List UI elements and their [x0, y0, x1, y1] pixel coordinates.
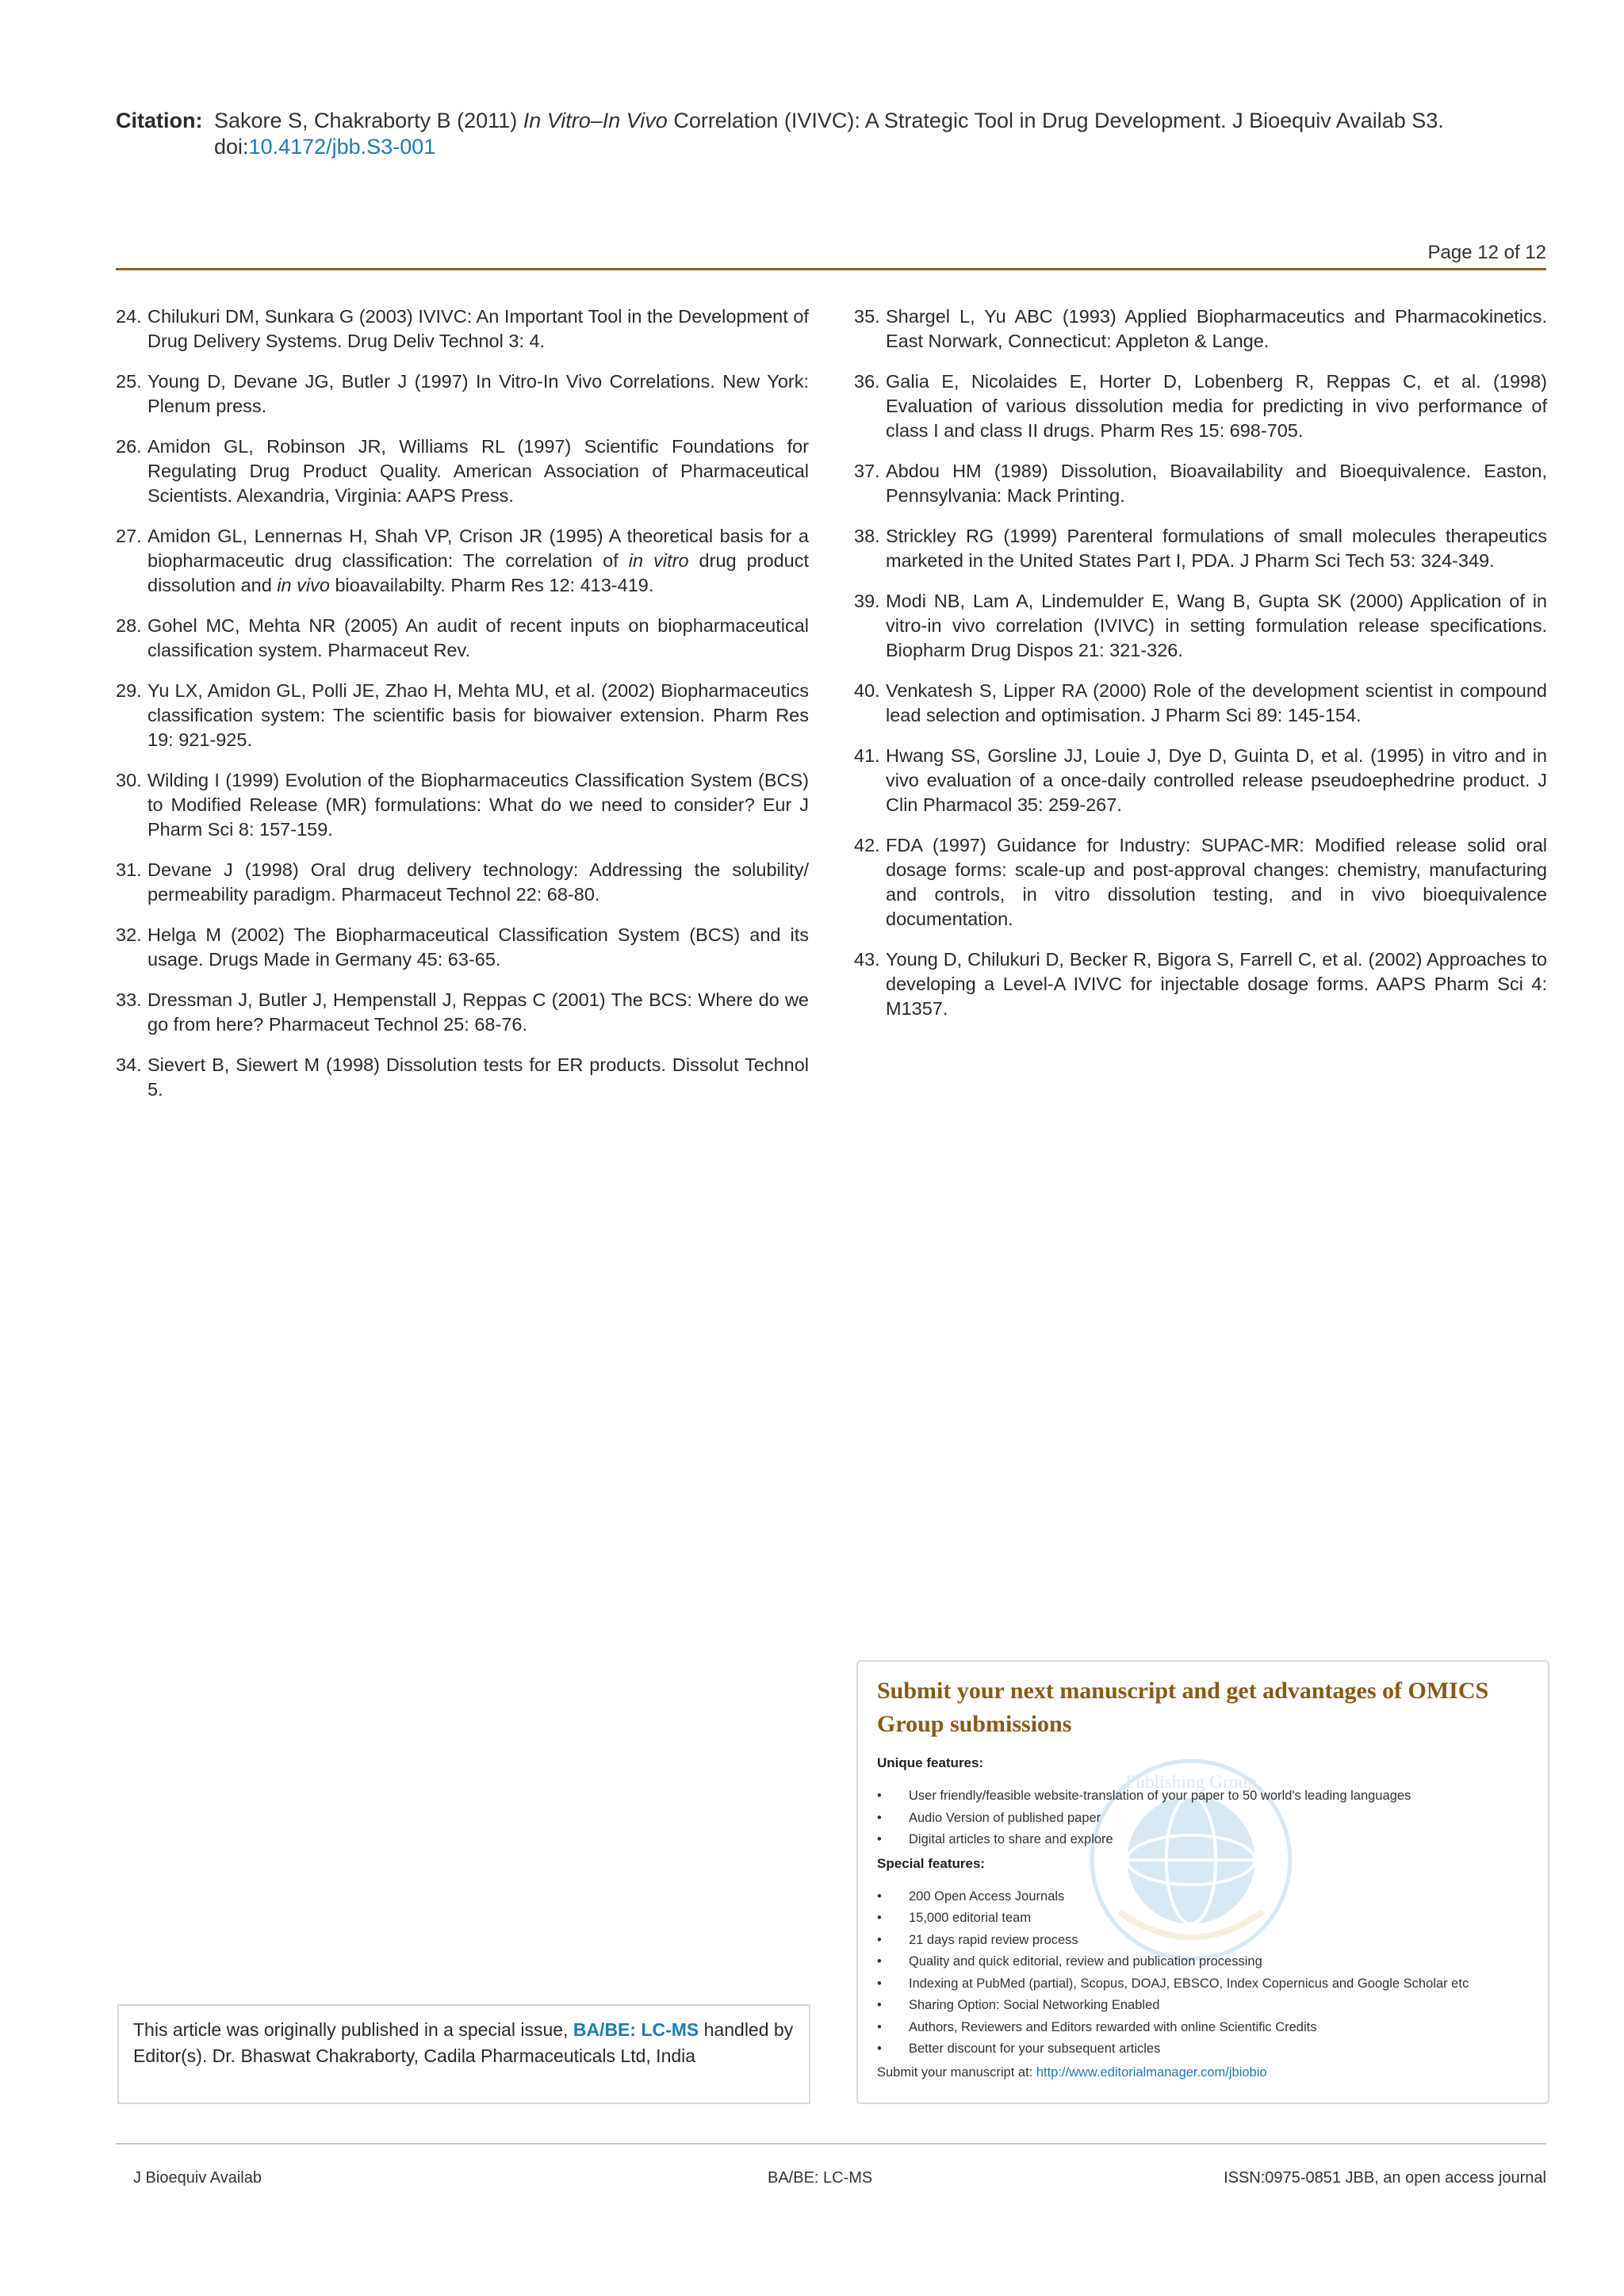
citation-italic: In Vitro–In Vivo [523, 109, 668, 132]
unique-features-list [877, 1785, 1529, 1851]
feature-item: • Indexing at PubMed (partial), Scopus, DOAJ, EBSCO, Index Copernicus and Google Scholar etc [877, 1973, 1529, 1996]
reference-item [116, 524, 809, 598]
reference-item [116, 614, 809, 663]
references-right-column [854, 304, 1547, 1037]
feature-item: • Digital articles to share and explore [877, 1829, 1529, 1851]
page-number: Page 12 of 12 [1427, 242, 1546, 263]
special-issue-link[interactable]: BA/BE: LC-MS [573, 2019, 699, 2040]
reference-text: Shargel L, Yu ABC (1993) Applied Biopharmaceutics and Pharmacokinetics. East Norwark, Connecticut: Appleton & Lange. [886, 306, 1547, 351]
reference-text: Abdou HM (1989) Dissolution, Bioavailability and Bioequivalence. Easton, Pennsylvania: Mack Printing. [886, 461, 1547, 506]
reference-text: Modi NB, Lam A, Lindemulder E, Wang B, Gupta SK (2000) Application of in vitro-in vivo correlation (IVIVC) in setting formulation release specifications. Biopharm Drug Dispos 21: 321-326. [886, 591, 1547, 660]
doi-prefix: doi: [214, 135, 249, 159]
reference-item [116, 369, 809, 419]
reference-text: FDA (1997) Guidance for Industry: SUPAC-MR: Modified release solid oral dosage forms: scale-up and post-approval changes: chemistry, manufacturing and controls, in vitro dissolution testing, and in vivo bioequivalence documentation. [886, 835, 1547, 929]
reference-item [116, 923, 809, 972]
submit-line [877, 2065, 1529, 2080]
reference-text: Devane J (1998) Oral drug delivery technology: Addressing the solubility/ permeability paradigm. Pharmaceut Technol 22: 68-80. [147, 859, 809, 905]
citation-text-before: Sakore S, Chakraborty B (2011) [214, 109, 523, 132]
reference-text: Amidon GL, Lennernas H, Shah VP, Crison JR (1995) A theoretical basis for a biopharmaceutic drug classification: The correlation of in vitro drug product dissolution and in vivo bioavailabilty. Pharm Res 12: 413-419. [147, 526, 809, 595]
reference-number: 28. [116, 615, 142, 636]
feature-item: • 21 days rapid review process [877, 1930, 1529, 1952]
reference-number: 30. [116, 770, 142, 790]
reference-number: 33. [116, 989, 142, 1010]
reference-item [854, 947, 1547, 1021]
doi-link[interactable]: 10.4172/jbb.S3-001 [248, 135, 436, 159]
feature-item: • Authors, Reviewers and Editors rewarded with online Scientific Credits [877, 2017, 1529, 2039]
reference-item [854, 589, 1547, 663]
reference-item [116, 988, 809, 1037]
reference-item [854, 524, 1547, 573]
reference-number: 35. [854, 306, 880, 327]
seal-text: Publishing Group [1125, 1772, 1257, 1793]
feature-item: • Quality and quick editorial, review and publication processing [877, 1951, 1529, 1973]
reference-item [854, 744, 1547, 817]
reference-item [116, 768, 809, 842]
reference-number: 26. [116, 436, 142, 457]
reference-item [854, 459, 1547, 508]
footer-issue: BA/BE: LC-MS [768, 2169, 873, 2187]
promo-title: Submit your next manuscript and get advantages of OMICS Group submissions [877, 1678, 1489, 1737]
reference-item [854, 369, 1547, 443]
reference-number: 31. [116, 859, 142, 880]
reference-text: Amidon GL, Robinson JR, Williams RL (1997) Scientific Foundations for Regulating Drug Product Quality. American Association of Pharmaceutical Scientists. Alexandria, Virginia: AAPS Press. [147, 436, 809, 506]
reference-number: 32. [116, 924, 142, 945]
reference-item [116, 434, 809, 508]
reference-text: Venkatesh S, Lipper RA (2000) Role of the development scientist in compound lead selection and optimisation. J Pharm Sci 89: 145-154. [886, 680, 1547, 725]
header-rule [116, 268, 1546, 270]
special-issue-note [117, 2004, 810, 2104]
special-issue-suffix: handled by Editor(s). Dr. Bhaswat Chakraborty, Cadila Pharmaceuticals Ltd, India [133, 2019, 794, 2066]
reference-number: 34. [116, 1054, 142, 1075]
reference-number: 39. [854, 591, 880, 611]
reference-number: 36. [854, 371, 880, 392]
citation-body [214, 108, 1549, 160]
special-features-heading: Special features: [877, 1855, 986, 1871]
reference-text: Yu LX, Amidon GL, Polli JE, Zhao H, Mehta MU, et al. (2002) Biopharmaceutics classification system: The scientific basis for biowaiver extension. Pharm Res 19: 921-925. [147, 680, 809, 750]
reference-item [854, 833, 1547, 932]
reference-item [854, 304, 1547, 354]
feature-item: • Better discount for your subsequent articles [877, 2038, 1529, 2061]
feature-item: • 15,000 editorial team [877, 1908, 1529, 1930]
unique-features-heading: Unique features: [877, 1755, 984, 1770]
feature-item: • Sharing Option: Social Networking Enabled [877, 1995, 1529, 2017]
submit-prefix: Submit your manuscript at: [877, 2064, 1036, 2080]
feature-item: • 200 Open Access Journals [877, 1886, 1529, 1908]
reference-text: Hwang SS, Gorsline JJ, Louie J, Dye D, Guinta D, et al. (1995) in vitro and in vivo evaluation of a once-daily controlled release pseudoephedrine product. J Clin Pharmacol 35: 259-267. [886, 745, 1547, 815]
feature-item: • User friendly/feasible website-translation of your paper to 50 world's leading languages [877, 1785, 1529, 1808]
reference-number: 29. [116, 680, 142, 701]
special-features-list [877, 1886, 1529, 2061]
reference-number: 42. [854, 835, 880, 855]
reference-text: Sievert B, Siewert M (1998) Dissolution tests for ER products. Dissolut Technol 5. [147, 1054, 809, 1100]
reference-number: 27. [116, 526, 142, 546]
special-issue-prefix: This article was originally published in a special issue, [133, 2019, 573, 2040]
reference-number: 25. [116, 371, 142, 392]
feature-item: • Audio Version of published paper [877, 1808, 1529, 1830]
reference-number: 41. [854, 745, 880, 766]
reference-number: 38. [854, 526, 880, 546]
reference-item [854, 679, 1547, 728]
reference-text: Dressman J, Butler J, Hempenstall J, Reppas C (2001) The BCS: Where do we go from here? Pharmaceut Technol 25: 68-76. [147, 989, 809, 1035]
reference-item [116, 1053, 809, 1102]
reference-text: Strickley RG (1999) Parenteral formulations of small molecules therapeutics marketed in the United States Part I, PDA. J Pharm Sci Tech 53: 324-349. [886, 526, 1547, 571]
references-left-column [116, 304, 809, 1118]
reference-number: 40. [854, 680, 880, 701]
reference-number: 43. [854, 949, 880, 970]
footer-rule [116, 2143, 1546, 2145]
reference-text: Chilukuri DM, Sunkara G (2003) IVIVC: An Important Tool in the Development of Drug Delivery Systems. Drug Deliv Technol 3: 4. [147, 306, 809, 351]
submit-url-link[interactable]: http://www.editorialmanager.com/jbiobio [1036, 2064, 1267, 2080]
citation-text-after: Correlation (IVIVC): A Strategic Tool in Drug Development. J Bioequiv Availab S3. [667, 109, 1444, 132]
citation-label: Citation: [116, 109, 203, 132]
submission-promo-box [856, 1660, 1549, 2104]
reference-item [116, 679, 809, 752]
footer-journal: J Bioequiv Availab [133, 2169, 262, 2187]
reference-text: Wilding I (1999) Evolution of the Biopharmaceutics Classification System (BCS) to Modified Release (MR) formulations: What do we need to consider? Eur J Pharm Sci 8: 157-159. [147, 770, 809, 840]
reference-item [116, 304, 809, 354]
reference-text: Gohel MC, Mehta NR (2005) An audit of recent inputs on biopharmaceutical classification system. Pharmaceut Rev. [147, 615, 809, 660]
reference-number: 37. [854, 461, 880, 481]
reference-text: Young D, Devane JG, Butler J (1997) In Vitro-In Vivo Correlations. New York: Plenum press. [147, 371, 809, 416]
citation [116, 108, 1549, 160]
reference-text: Young D, Chilukuri D, Becker R, Bigora S, Farrell C, et al. (2002) Approaches to developing a Level-A IVIVC for injectable dosage forms. AAPS Pharm Sci 4: M1357. [886, 949, 1547, 1019]
reference-number: 24. [116, 306, 142, 327]
reference-item [116, 858, 809, 907]
reference-text: Helga M (2002) The Biopharmaceutical Classification System (BCS) and its usage. Drugs Made in Germany 45: 63-65. [147, 924, 809, 970]
reference-text: Galia E, Nicolaides E, Horter D, Lobenberg R, Reppas C, et al. (1998) Evaluation of various dissolution media for predicting in vivo performance of class I and class II drugs. Pharm Res 15: 698-705. [886, 371, 1547, 441]
footer-issn: ISSN:0975-0851 JBB, an open access journal [1224, 2169, 1546, 2187]
